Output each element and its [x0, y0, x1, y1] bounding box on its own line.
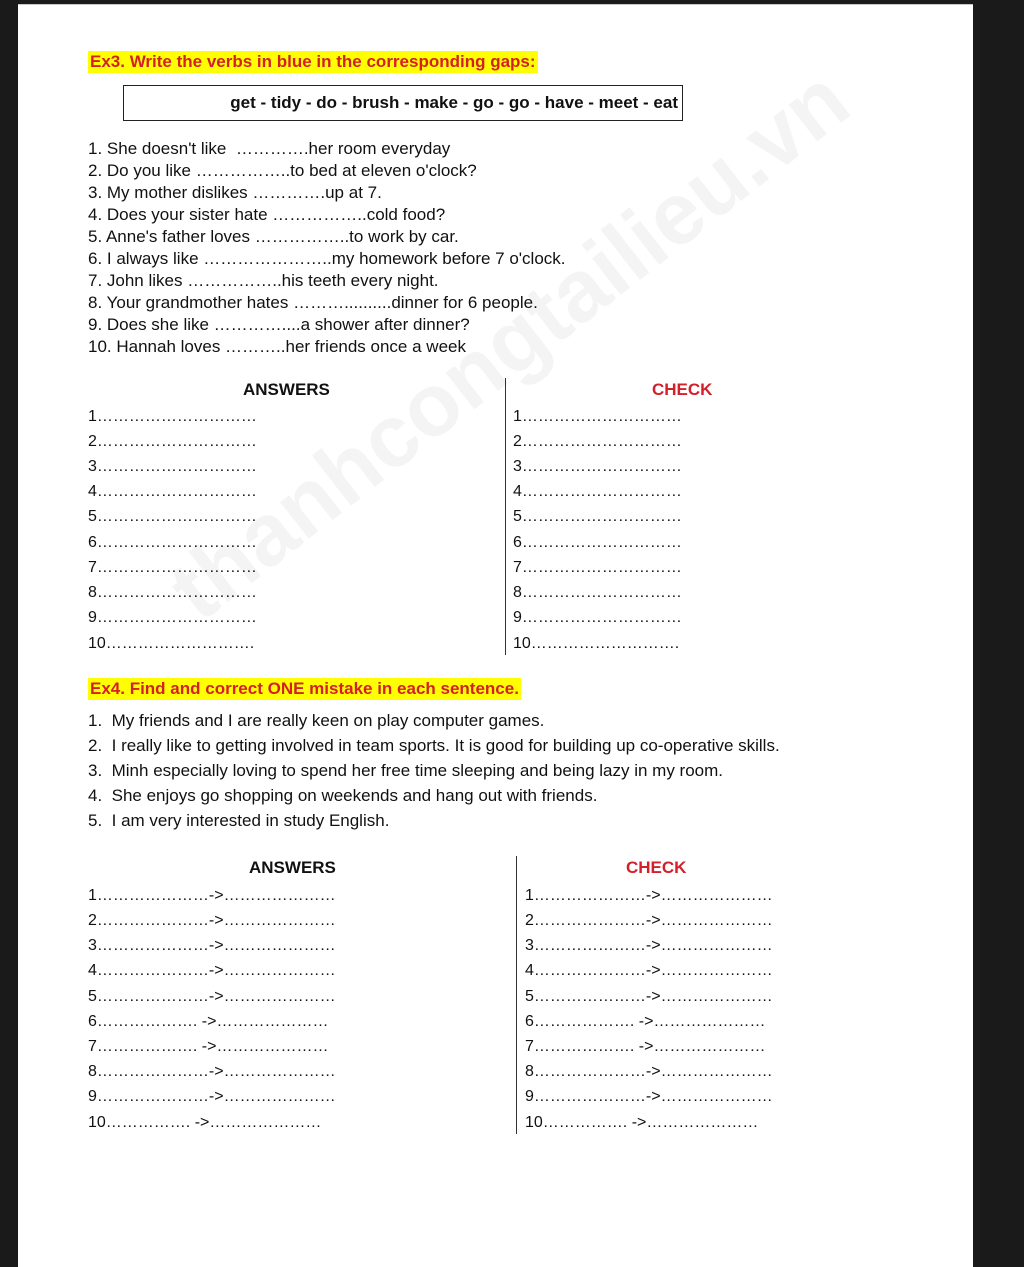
check-line[interactable]: 10……………………….	[513, 635, 680, 652]
list-item: 7. John likes ……………..his teeth every night.	[88, 271, 439, 290]
check-line[interactable]: 5…………………………	[513, 508, 682, 525]
ex4-answers-label: ANSWERS	[249, 858, 336, 877]
answer-line[interactable]: 7…………………………	[88, 559, 257, 576]
list-item: 2. I really like to getting involved in team sports. It is good for building up co-operative skills.	[88, 736, 780, 755]
check-line[interactable]: 4…………………->…………………	[525, 962, 773, 979]
list-item: 1. She doesn't like ………….her room everyday	[88, 139, 451, 158]
answer-line[interactable]: 9…………………………	[88, 609, 257, 626]
answer-line[interactable]: 2…………………………	[88, 433, 257, 450]
answer-line[interactable]: 10……………. ->…………………	[88, 1114, 322, 1131]
answer-line[interactable]: 4…………………->…………………	[88, 962, 336, 979]
list-item: 5. Anne's father loves ……………..to work by car.	[88, 227, 459, 246]
answer-line[interactable]: 8…………………………	[88, 584, 257, 601]
ex3-answers-label: ANSWERS	[243, 380, 330, 399]
check-line[interactable]: 1…………………………	[513, 408, 682, 425]
check-line[interactable]: 3…………………->…………………	[525, 937, 773, 954]
list-item: 2. Do you like ……………..to bed at eleven o'clock?	[88, 161, 477, 180]
check-line[interactable]: 7…………………………	[513, 559, 682, 576]
check-line[interactable]: 2…………………………	[513, 433, 682, 450]
ex3-word-box: get - tidy - do - brush - make - go - go - have - meet - eat	[123, 85, 683, 121]
answer-line[interactable]: 9…………………->…………………	[88, 1088, 336, 1105]
ex4-heading: Ex4. Find and correct ONE mistake in each sentence.	[90, 679, 519, 698]
list-item: 3. Minh especially loving to spend her free time sleeping and being lazy in my room.	[88, 761, 724, 780]
check-line[interactable]: 10……………. ->…………………	[525, 1114, 759, 1131]
check-line[interactable]: 1…………………->…………………	[525, 887, 773, 904]
list-item: 5. I am very interested in study English.	[88, 811, 390, 830]
ex3-column-divider	[505, 378, 506, 655]
check-line[interactable]: 2…………………->…………………	[525, 912, 773, 929]
ex3-heading: Ex3. Write the verbs in blue in the corresponding gaps:	[90, 52, 536, 71]
check-line[interactable]: 8…………………………	[513, 584, 682, 601]
check-line[interactable]: 4…………………………	[513, 483, 682, 500]
check-line[interactable]: 9…………………………	[513, 609, 682, 626]
answer-line[interactable]: 8…………………->…………………	[88, 1063, 336, 1080]
answer-line[interactable]: 5…………………………	[88, 508, 257, 525]
answer-line[interactable]: 3…………………->…………………	[88, 937, 336, 954]
list-item: 9. Does she like …………....a shower after dinner?	[88, 315, 470, 334]
check-line[interactable]: 7………………. ->…………………	[525, 1038, 766, 1055]
ex3-check-label: CHECK	[652, 380, 713, 399]
list-item: 4. Does your sister hate ……………..cold food?	[88, 205, 446, 224]
ex4-check-label: CHECK	[626, 858, 687, 877]
answer-line[interactable]: 1…………………………	[88, 408, 257, 425]
list-item: 8. Your grandmother hates ………..........dinner for 6 people.	[88, 293, 538, 312]
list-item: 10. Hannah loves ………..her friends once a week	[88, 337, 466, 356]
page-border	[18, 4, 973, 5]
answer-line[interactable]: 6…………………………	[88, 534, 257, 551]
list-item: 1. My friends and I are really keen on play computer games.	[88, 711, 545, 730]
ex4-column-divider	[516, 856, 517, 1134]
answer-line[interactable]: 1…………………->…………………	[88, 887, 336, 904]
answer-line[interactable]: 4…………………………	[88, 483, 257, 500]
answer-line[interactable]: 3…………………………	[88, 458, 257, 475]
check-line[interactable]: 9…………………->…………………	[525, 1088, 773, 1105]
list-item: 3. My mother dislikes ………….up at 7.	[88, 183, 382, 202]
answer-line[interactable]: 10……………………….	[88, 635, 255, 652]
check-line[interactable]: 6………………. ->…………………	[525, 1013, 766, 1030]
list-item: 6. I always like …………………..my homework before 7 o'clock.	[88, 249, 566, 268]
check-line[interactable]: 3…………………………	[513, 458, 682, 475]
check-line[interactable]: 6…………………………	[513, 534, 682, 551]
answer-line[interactable]: 5…………………->…………………	[88, 988, 336, 1005]
list-item: 4. She enjoys go shopping on weekends and hang out with friends.	[88, 786, 598, 805]
check-line[interactable]: 8…………………->…………………	[525, 1063, 773, 1080]
answer-line[interactable]: 6………………. ->…………………	[88, 1013, 329, 1030]
check-line[interactable]: 5…………………->…………………	[525, 988, 773, 1005]
answer-line[interactable]: 2…………………->…………………	[88, 912, 336, 929]
answer-line[interactable]: 7………………. ->…………………	[88, 1038, 329, 1055]
